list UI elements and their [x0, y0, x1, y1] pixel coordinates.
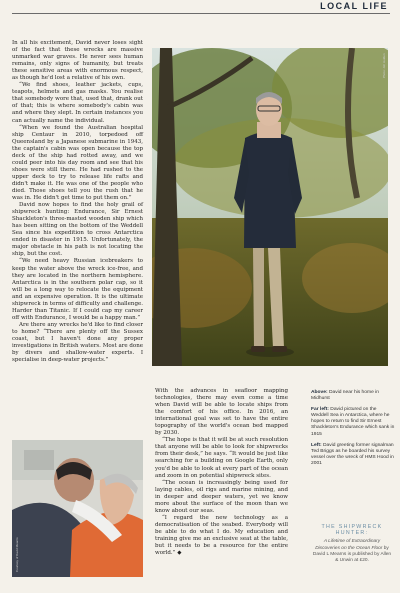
- article-paragraph: “The hope is that it will be at such resolution that anyone will be able to look for shipwrecks from their desk,” he says. “It would be just like searching for a building on Google Earth, only you'd be able to look at every part of the ocean and zoom in on potential shipwreck sites.: [155, 437, 288, 479]
- section-title: LOCAL LIFE: [320, 1, 388, 11]
- book-info: [311, 524, 393, 564]
- book-title: THE SHIPWRECK HUNTER:: [321, 524, 383, 537]
- caption-text: David near his home in Midhurst: [311, 390, 379, 402]
- page-header: [0, 0, 400, 16]
- caption-above: [311, 390, 395, 402]
- article-column-left: [12, 40, 143, 364]
- main-photo-credit: Photo: Jim Holden: [382, 53, 386, 78]
- photo-david-greeting-ted-briggs: [12, 440, 143, 577]
- article-paragraph: In all his excitement, David never loses sight of the fact that these wrecks are massive unmarked war graves. He never sees human remains, only signs of humanity, but treats these sensitive areas with enormous respect, as though he'd lost a relative of his own.: [12, 40, 143, 82]
- header-rule: [12, 13, 390, 14]
- caption-lead: Far left:: [311, 407, 329, 413]
- article-paragraph: “When we found the Australian hospital ship Centaur in 2010, torpedoed off Queensland by a Japanese submarine in 1943, the captain's cabin was open because the top deck of the ship had rotted away, and we could peer into his day room and see that his shoes were still there. He had rushed to the upper deck to try to release life rafts and didn't make it. He was one of the people who died. Those shoes tell you the rush that he was in. He didn't get time to put them on.”: [12, 124, 143, 202]
- small-photo-credit: Courtesy of David Mearns: [15, 537, 19, 572]
- article-paragraph: “The ocean is increasingly being used for laying cables, oil rigs and marine mining, and in deeper and deeper waters, yet we know more about the surface of the moon than we know about our seas.: [155, 479, 288, 514]
- book-description: [311, 539, 393, 564]
- article-paragraph: “I regard the new technology as a democratisation of the seabed. Everybody will be able to do what I do. My education and training give me an exclusive seat at the table, but it needs to be a resource for the entire world.” ◆: [155, 514, 288, 557]
- caption-lead: Above:: [311, 390, 328, 395]
- small-photo-illustration: [12, 440, 143, 577]
- caption-text: David pictured on the Weddell Sea in Antarctica, where he hopes to return to find Sir Ernest Shackleton's Endurance which sank in 1915: [311, 407, 395, 437]
- caption-far-left: [311, 407, 395, 437]
- photo-captions: [311, 390, 395, 472]
- article-paragraph: David now hopes to find the holy grail of shipwreck hunting: Endurance, Sir Ernest Shackleton's three-masted wooden ship which has been sitting on the bottom of the Weddell Sea since his expedition to cross Antarctica ended in disaster in 1915. Unfortunately, the major obstacle in his path is not locating the ship, but the cost.: [12, 202, 143, 258]
- article-column-right: [155, 388, 288, 557]
- article-paragraph: Are there any wrecks he'd like to find closer to home? “There are plenty off the Sussex coast, but I haven't done any proper investigations in British waters. Most are done by divers and shallow-water experts. I specialise in deep-water projects.”: [12, 321, 143, 364]
- main-photo-illustration: [152, 48, 388, 366]
- main-photo-david-outdoors: [152, 48, 388, 366]
- caption-lead: Left:: [311, 442, 322, 448]
- caption-text: David greeting former signalman Ted Briggs as he boarded his survey vessel over the wreck of HMS Hood in 2001: [311, 442, 394, 466]
- book-details: by David L Mearns is published by Allen & Unwin at £20.: [312, 545, 392, 564]
- article-paragraph: “We need heavy Russian icebreakers to keep the water above the wreck ice-free, and they are located in the northern hemisphere. Antarctica is in the southern polar cap, so it will be a long way to relocate the equipment and an expensive operation. It is the ultimate shipwreck in terms of difficulty and challenge. Harder than Titanic. If I could cap my career off with Endurance, I would be a happy man.”: [12, 258, 143, 321]
- book-subtitle: A Lifetime of Extraordinary Discoveries on the Ocean Floor: [315, 539, 383, 551]
- article-paragraph: With the advances in seafloor mapping technologies, there may even come a time when David will be able to locate ships from the comfort of his office. In 2016, an international goal was set to have the entire topography of the world's ocean bed mapped by 2030.: [155, 388, 288, 437]
- caption-left: [311, 443, 395, 467]
- article-paragraph: “We find shoes, leather jackets, cups, teapots, helmets and gas masks. You realise that somebody wore that, used that, drank out of that; this is where somebody's cabin was and where they slept. In certain instances you can actually name the individual.: [12, 82, 143, 124]
